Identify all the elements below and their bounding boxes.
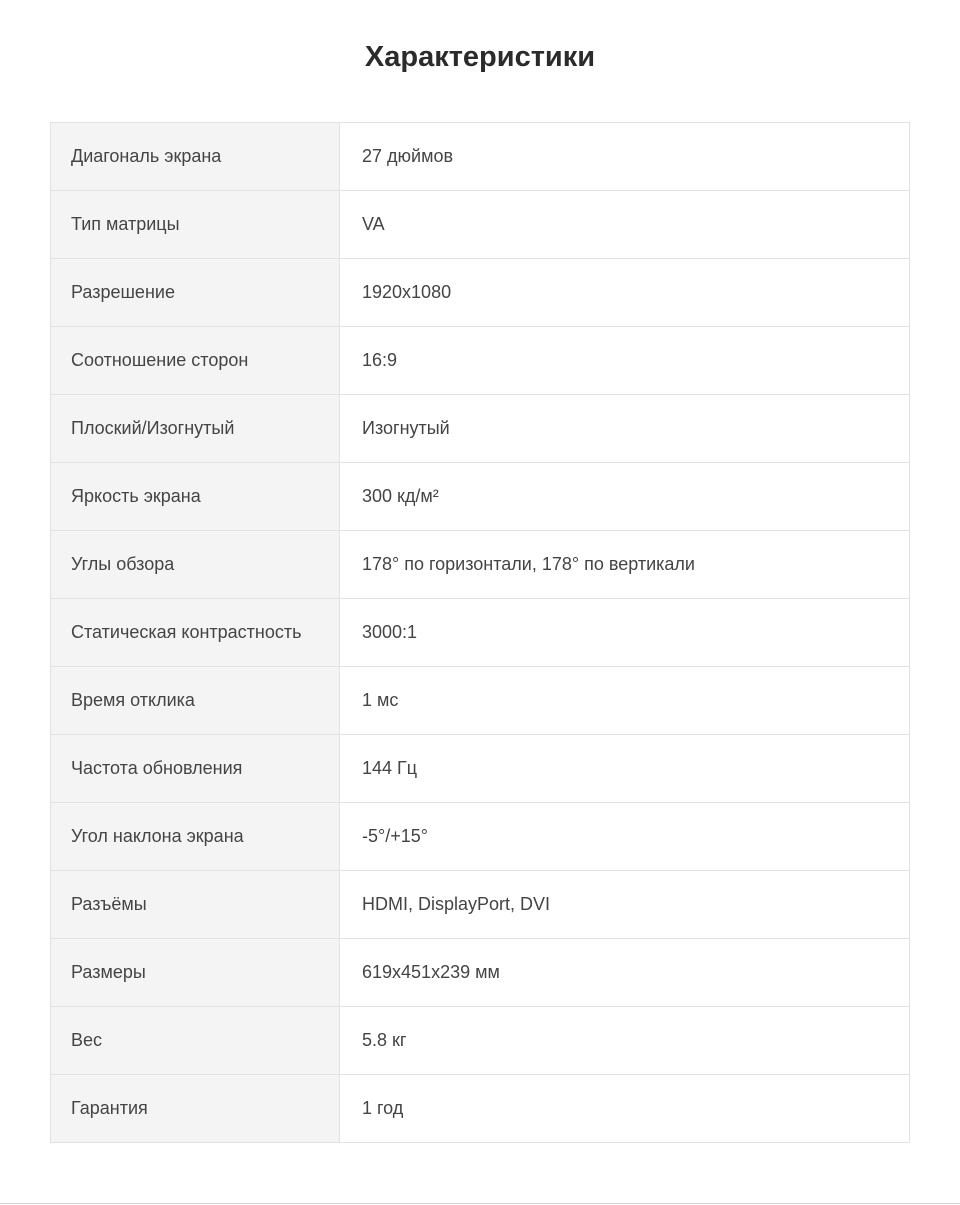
spec-value: 1 год: [340, 1075, 910, 1143]
spec-key: Время отклика: [51, 667, 340, 735]
spec-value: 300 кд/м²: [340, 463, 910, 531]
spec-key: Углы обзора: [51, 531, 340, 599]
table-row: [51, 395, 910, 463]
spec-value: -5°/+15°: [340, 803, 910, 871]
table-row: [51, 531, 910, 599]
spec-value: 178° по горизонтали, 178° по вертикали: [340, 531, 910, 599]
spec-key: Плоский/Изогнутый: [51, 395, 340, 463]
spec-value: Изогнутый: [340, 395, 910, 463]
table-row: [51, 871, 910, 939]
spec-key: Размеры: [51, 939, 340, 1007]
spec-key: Тип матрицы: [51, 191, 340, 259]
spec-key: Яркость экрана: [51, 463, 340, 531]
spec-key: Разъёмы: [51, 871, 340, 939]
spec-value: 27 дюймов: [340, 123, 910, 191]
bottom-divider: [0, 1203, 960, 1204]
spec-key: Соотношение сторон: [51, 327, 340, 395]
table-row: [51, 259, 910, 327]
spec-value: 144 Гц: [340, 735, 910, 803]
spec-value: VA: [340, 191, 910, 259]
spec-value: 5.8 кг: [340, 1007, 910, 1075]
table-row: [51, 123, 910, 191]
page-title: Характеристики: [364, 41, 596, 73]
table-row: [51, 1007, 910, 1075]
spec-value: 1 мс: [340, 667, 910, 735]
spec-key: Вес: [51, 1007, 340, 1075]
table-row: [51, 327, 910, 395]
table-row: [51, 803, 910, 871]
spec-key: Статическая контрастность: [51, 599, 340, 667]
spec-value: 3000:1: [340, 599, 910, 667]
table-row: [51, 599, 910, 667]
spec-value: HDMI, DisplayPort, DVI: [340, 871, 910, 939]
specs-table: [50, 122, 910, 1143]
spec-key: Разрешение: [51, 259, 340, 327]
table-row: [51, 735, 910, 803]
spec-value: 1920x1080: [340, 259, 910, 327]
table-row: [51, 939, 910, 1007]
table-row: [51, 463, 910, 531]
spec-value: 16:9: [340, 327, 910, 395]
table-row: [51, 191, 910, 259]
spec-key: Частота обновления: [51, 735, 340, 803]
table-row: [51, 667, 910, 735]
spec-key: Угол наклона экрана: [51, 803, 340, 871]
table-row: [51, 1075, 910, 1143]
spec-value: 619x451x239 мм: [340, 939, 910, 1007]
spec-key: Диагональ экрана: [51, 123, 340, 191]
spec-key: Гарантия: [51, 1075, 340, 1143]
